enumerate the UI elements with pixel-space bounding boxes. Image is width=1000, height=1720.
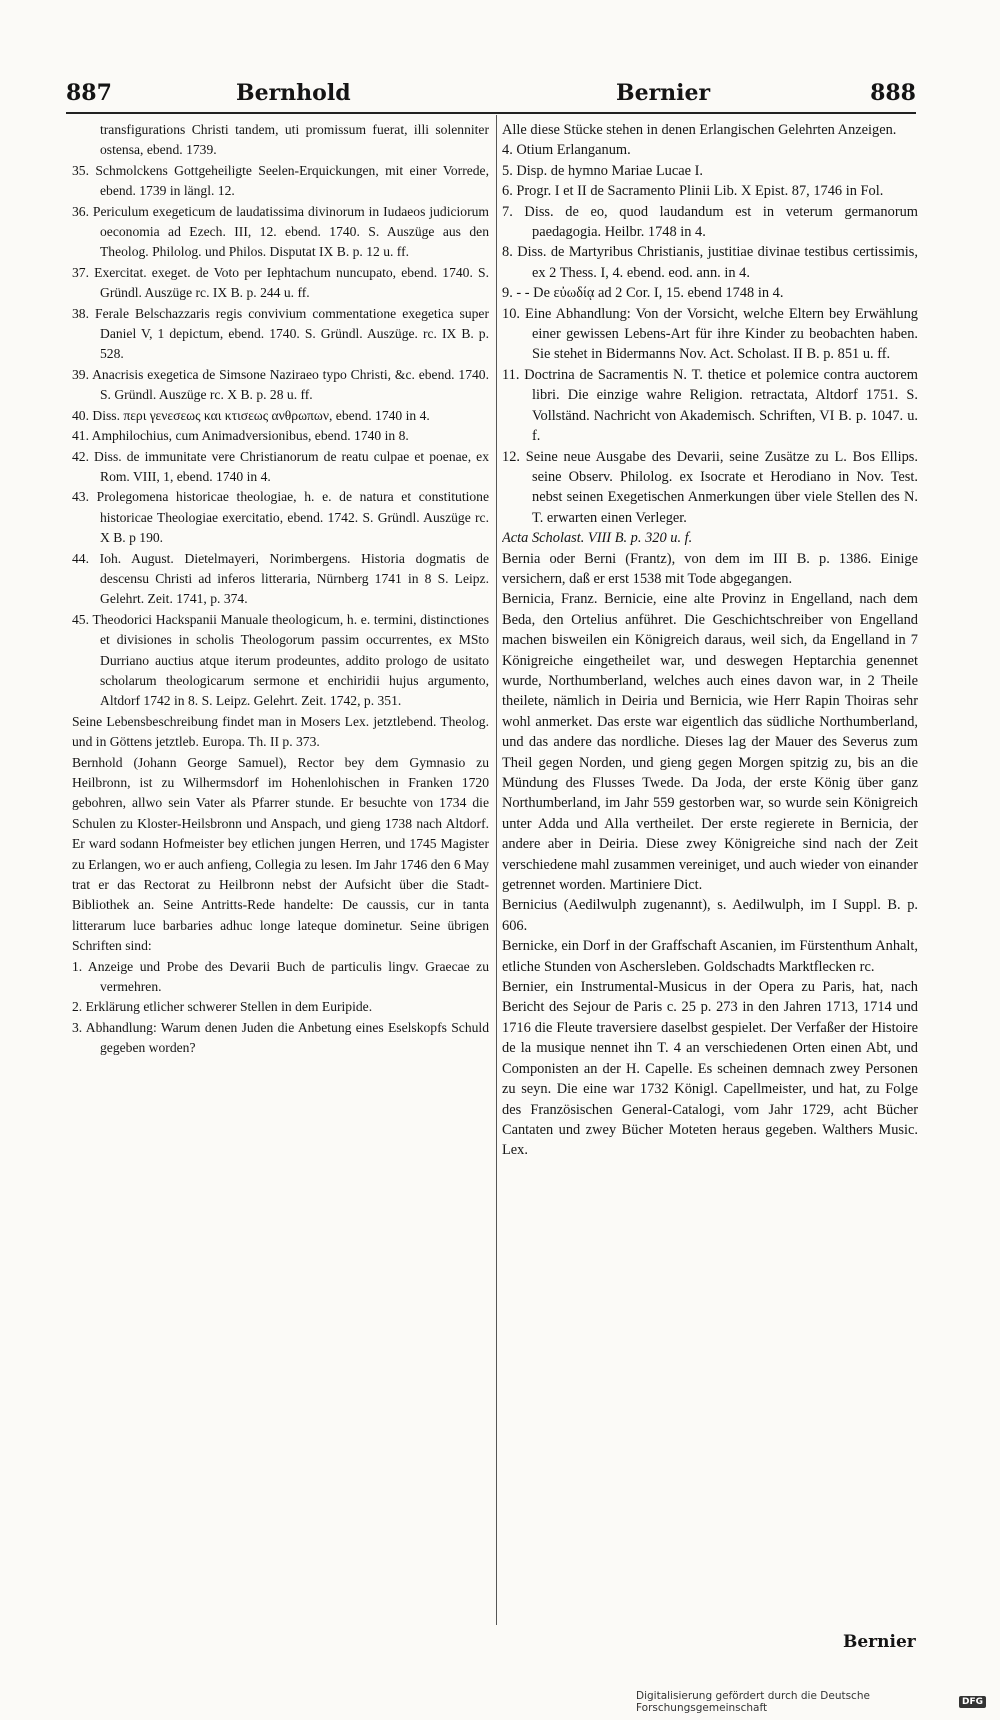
entry-paragraph: Bernicia, Franz. Bernicie, eine alte Provinz in Engelland, nach dem Beda, den Ortelius anführet. Die Geschichtschreiber von Engelland machen bisweilen ein Königreich daraus, weil sich, da Engelland in 7 Königreiche eingetheilet war, und deswegen Heptarchia genennet wurde, Northumberland, welches auch eines davon war, in 2 Theile theilete, nämlich in Deiria und Bernicia, wie Herr Rapin Thoiras sehr wohl anmerket. Das erste war eigentlich das südliche Northumberland, und das andere das nordliche. Dieses lag der Mauer des Severus zum Theil gegen Norden, und gieng gegen Morgen spitzig zu, bis an die Mündung des Flusses Twede. Da Joda, der erste König über ganz Northumberland, im Jahr 559 gestorben war, so wurde sein Königreich unter Adda und Alla vertheilet. Der erste regierete in Bernicia, der andere aber in Deiria. Diese zwey Königreiche sind nach der Zeit verschiedene mahl zusammen vereiniget, und auch wieder von einander getrennet worden. Martiniere Dict.: [502, 591, 918, 894]
left-column: [72, 120, 489, 1635]
list-item: 41. Amphilochius, cum Animadversionibus, ebend. 1740 in 8.: [72, 428, 409, 444]
entry-paragraph: Bernier, ein Instrumental-Musicus in der Opera zu Paris, hat, nach Bericht des Sejour de Paris c. 25 p. 273 in den Jahren 1713, 1714 und 1716 die Fleute traversiere daselbst gespielet. Der Verfaßer der Histoire de la musique nennet ihn T. 4 an verschiedenen Orten einen Abt, und Componisten an der H. Capelle. Es scheinen demnach zwey Personen zu seyn. Die eine war 1732 Königl. Capellmeister, und hat, zu Folge des Französischen General-Catalogi, vom Jahr 1729, acht Bücher Cantaten und zwey Bücher Moteten heraus gegeben. Walthers Music. Lex.: [502, 979, 918, 1159]
page-header: [66, 72, 916, 112]
digitization-footer: [636, 1692, 986, 1712]
list-item: 36. Periculum exegeticum de laudatissima divinorum in Iudaeos judiciorum oeconomia ad Ezech. III, 12. ebend. 1740. S. Auszüge aus den Theolog. Philolog. und Philos. Disputat IX B. p. 12 u. ff.: [72, 203, 489, 260]
paragraph: transfigurations Christi tandem, uti promissum fuerat, illi solenniter ostensa, ebend. 1739.: [100, 122, 489, 158]
page-number-left: 887: [66, 80, 112, 106]
list-item: 43. Prolegomena historicae theologiae, h. e. de natura et constitutione historicae Theologiae exercitatio, ebend. 1742. S. Gründl. Auszüge rc. X B. p 190.: [72, 489, 489, 546]
list-item: 40. Diss. περι γενεσεως και κτισεως ανθρωπων, ebend. 1740 in 4.: [72, 407, 430, 423]
header-rule: [66, 112, 916, 114]
paragraph: Acta Scholast. VIII B. p. 320 u. f.: [502, 530, 693, 547]
list-item: 2. Erklärung etlicher schwerer Stellen in dem Euripide.: [72, 999, 373, 1015]
list-item: 42. Diss. de immunitate vere Christianorum de reatu culpae et poenae, ex Rom. VIII, 1, ebend. 1740 in 4.: [72, 448, 489, 484]
list-item: 6. Progr. I et II de Sacramento Plinii Lib. X Epist. 87, 1746 in Fol.: [502, 183, 884, 200]
list-item: 39. Anacrisis exegetica de Simsone Naziraeo typo Christi, &c. ebend. 1740. S. Gründl. Auszüge rc. X B. p. 28 u. ff.: [72, 366, 489, 403]
running-title-left: Bernhold: [236, 80, 351, 106]
list-item: 7. Diss. de eo, quod laudandum est in veterum germanorum paedagogia. Heilbr. 1748 in 4.: [502, 203, 918, 241]
right-column: [502, 120, 918, 1635]
entry-paragraph: Bernicke, ein Dorf in der Graffschaft Ascanien, im Fürstenthum Anhalt, etliche Stunden von Aschersleben. Goldschadts Marktflecken rc.: [502, 938, 918, 975]
dfg-logo-icon: DFG: [959, 1696, 986, 1708]
list-item: 3. Abhandlung: Warum denen Juden die Anbetung eines Eselskopfs Schuld gegeben worden?: [72, 1019, 489, 1056]
paragraph: Seine Lebensbeschreibung findet man in Mosers Lex. jetztlebend. Theolog. und in Göttens jetztleb. Europa. Th. II p. 373.: [72, 713, 489, 750]
entry-paragraph: Bernicius (Aedilwulph zugenannt), s. Aedilwulph, im I Suppl. B. p. 606.: [502, 897, 918, 934]
running-title-right: Bernier: [616, 80, 711, 106]
list-item: 1. Anzeige und Probe des Devarii Buch de particulis lingv. Graecae zu vermehren.: [72, 958, 489, 995]
list-item: 45. Theodorici Hackspanii Manuale theologicum, h. e. termini, distinctiones et divisiones in scholis Theologorum passim occurrentes, ex MSto Durriano auctius atque iterum prodeuntes, addito prologo de usitato scholarum theologicarum sermone et enchiridii hujus argumento, Altdorf 1742 in 8. S. Leipz. Gelehrt. Zeit. 1742, p. 351.: [72, 611, 489, 709]
column-divider: [496, 115, 497, 1625]
list-item: 38. Ferale Belschazzaris regis convivium commentatione exegetica super Daniel V, 1 depictum, ebend. 1740. S. Gründl. Auszüge. rc. IX B. p. 528.: [72, 305, 489, 362]
list-item: 35. Schmolckens Gottgeheiligte Seelen-Erquickungen, mit einer Vorrede, ebend. 1739 in längl. 12.: [72, 162, 489, 199]
catchword: Bernier: [843, 1632, 916, 1652]
paragraph: Alle diese Stücke stehen in denen Erlangischen Gelehrten Anzeigen.: [502, 122, 897, 138]
page-number-right: 888: [870, 80, 916, 106]
entry-paragraph: Bernhold (Johann George Samuel), Rector bey dem Gymnasio zu Heilbronn, ist zu Wilhermsdorf im Hohenlohischen in Franken 1720 gebohren, allwo sein Vater als Pfarrer stunde. Er besuchte von 1734 die Schulen zu Kloster-Heilsbronn und Anspach, und gieng 1738 nach Altdorf. Er ward sodann Hofmeister bey etlichen jungen Herren, und 1745 Magister zu Erlangen, wo er auch anfieng, Collegia zu lesen. Im Jahr 1746 den 6 May trat er das Rectorat zu Heilbronn nebst der Aufsicht über die Stadt-Bibliothek an. Seine Antritts-Rede handelte: De caussis, cur in tanta litterarum luce barbaries adhuc longe lateque dominetur. Seine übrigen Schriften sind:: [72, 754, 489, 954]
list-item: 44. Ioh. August. Dietelmayeri, Norimbergens. Historia dogmatis de descensu Christi ad inferos litteraria, Nürnberg 1741 in 8 S. Leipz. Gelehrt. Zeit. 1741, p. 374.: [72, 550, 489, 607]
list-item: 10. Eine Abhandlung: Von der Vorsicht, welche Eltern bey Erwählung einer gewissen Lebens-Art für ihre Kinder zu beobachten haben. Sie stehet in Bidermanns Nov. Act. Scholast. II B. p. 851 u. ff.: [502, 305, 918, 363]
list-item: 8. Diss. de Martyribus Christianis, justitiae divinae testibus certissimis, ex 2 Thess. I, 4. ebend. eod. ann. in 4.: [502, 244, 918, 281]
list-item: 12. Seine neue Ausgabe des Devarii, seine Zusätze zu L. Bos Ellips. seine Observ. Philolog. ex Isocrate et Herodiano in Nov. Test. nebst seinen Exegetischen Anmerkungen über viele Stellen des N. T. erwarten einen Verleger.: [502, 448, 918, 526]
list-item: 4. Otium Erlanganum.: [502, 142, 631, 159]
list-item: 5. Disp. de hymno Mariae Lucae I.: [502, 162, 704, 179]
footer-text: Digitalisierung gefördert durch die Deutsche Forschungsgemeinschaft: [636, 1690, 870, 1714]
entry-paragraph: Bernia oder Berni (Frantz), von dem im III B. p. 1386. Einige versichern, daß er erst 1538 mit Tode abgegangen.: [502, 550, 918, 587]
list-item: 11. Doctrina de Sacramentis N. T. thetice et polemice contra auctorem libri. Die einzige wahre Religion. retractata, Altdorf 1751. S. Vollständ. Nachricht von Akademisch. Schriften, VI B. p. 1047. u. f.: [502, 366, 918, 445]
list-item: 37. Exercitat. exeget. de Voto per Iephtachum nuncupato, ebend. 1740. S. Gründl. Auszüge rc. IX B. p. 244 u. ff.: [72, 264, 489, 301]
list-item: 9. - - De εὐωδίᾳ ad 2 Cor. I, 15. ebend 1748 in 4.: [502, 285, 784, 302]
